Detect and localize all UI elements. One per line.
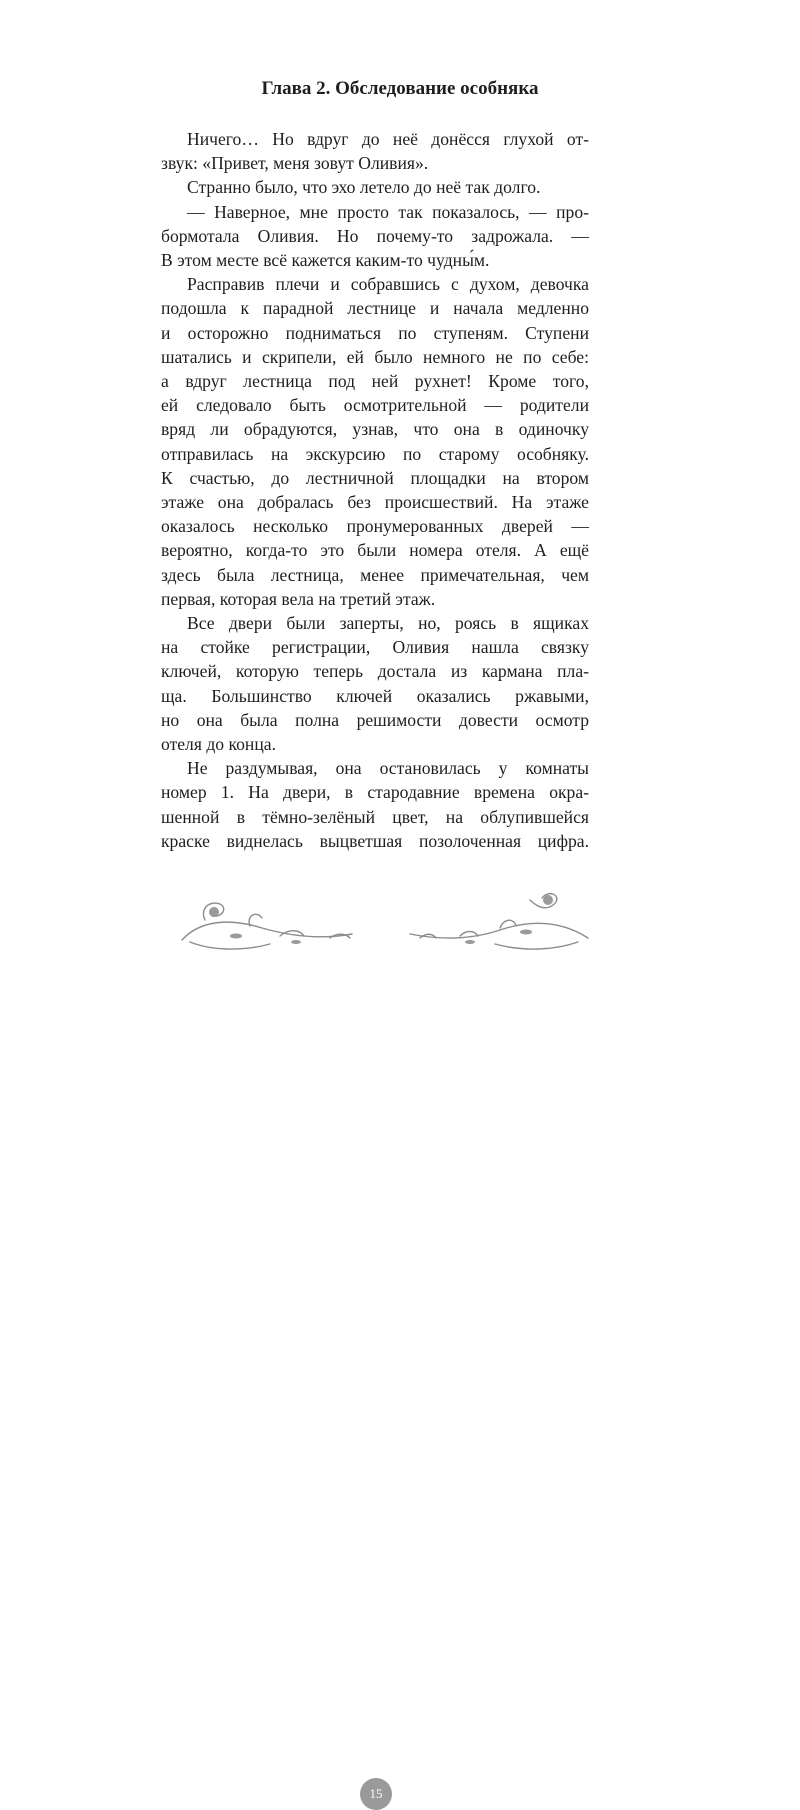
text-line: подошла к парадной лестнице и начала медленно xyxy=(161,298,589,319)
text-line: на стойке регистрации, Оливия нашла связку xyxy=(161,637,589,658)
text-line: а вдруг лестница под ней рухнет! Кроме того, xyxy=(161,371,589,392)
paragraph-3 xyxy=(161,200,589,273)
text-line: ей следовало быть осмотрительной — родители xyxy=(161,395,589,416)
text-line: Не раздумывая, она остановилась у комнаты xyxy=(187,758,589,779)
text-line: номер 1. На двери, в стародавние времена окра- xyxy=(161,782,589,803)
paragraph-4 xyxy=(161,272,589,611)
paragraph-5 xyxy=(161,611,589,756)
paragraph-6 xyxy=(161,756,589,853)
text-line: Ничего… Но вдруг до неё донёсся глухой от- xyxy=(187,129,589,149)
text-line: отеля до конца. xyxy=(161,734,276,755)
text-line: оказалось несколько пронумерованных дверей — xyxy=(161,516,589,537)
text-line: Странно было, что эхо летело до неё так долго. xyxy=(187,177,541,198)
text-line: вероятно, когда-то это были номера отеля. А ещё xyxy=(161,540,589,561)
text-line: шатались и скрипели, ей было немного не по себе: xyxy=(161,346,589,367)
chapter-title: Глава 2. Обследование особняка xyxy=(261,78,539,99)
text-line: вряд ли обрадуются, узнав, что она в одиночку xyxy=(161,419,589,440)
text-line: звук: «Привет, меня зовут Оливия». xyxy=(161,153,429,174)
text-line: ключей, которую теперь достала из кармана пла- xyxy=(161,661,589,682)
page-footer xyxy=(0,880,800,1801)
paragraph-1 xyxy=(161,127,589,175)
text-line: В этом месте всё кажется каким-то чудны́м. xyxy=(161,250,490,271)
floral-ornament-icon xyxy=(0,880,800,960)
text-line: бормотала Оливия. Но почему-то задрожала. — xyxy=(161,225,589,246)
text-line: краске виднелась выцветшая позолоченная цифра. xyxy=(161,830,589,851)
text-line: и осторожно подниматься по ступеням. Ступени xyxy=(161,322,589,343)
paragraph-2 xyxy=(161,175,589,199)
text-line: К счастью, до лестничной площадки на втором xyxy=(161,467,589,488)
text-line: но она была полна решимости довести осмотр xyxy=(161,709,589,730)
text-line: Расправив плечи и собравшись с духом, девочка xyxy=(187,274,589,295)
text-line: этаже она добралась без происшествий. На этаже xyxy=(161,492,589,513)
body-text xyxy=(161,127,589,853)
page-number-badge: 15 xyxy=(360,1778,392,1810)
text-line: здесь была лестница, менее примечательная, чем xyxy=(161,564,589,585)
text-line: ща. Большинство ключей оказались ржавыми, xyxy=(161,685,589,706)
text-line: первая, которая вела на третий этаж. xyxy=(161,588,436,609)
text-line: — Наверное, мне просто так показалось, — про- xyxy=(187,201,589,222)
text-line: Все двери были заперты, но, роясь в ящиках xyxy=(187,613,589,634)
text-line: шенной в тёмно-зелёный цвет, на облупившейся xyxy=(161,806,589,827)
text-line: отправилась на экскурсию по старому особняку. xyxy=(161,443,589,464)
